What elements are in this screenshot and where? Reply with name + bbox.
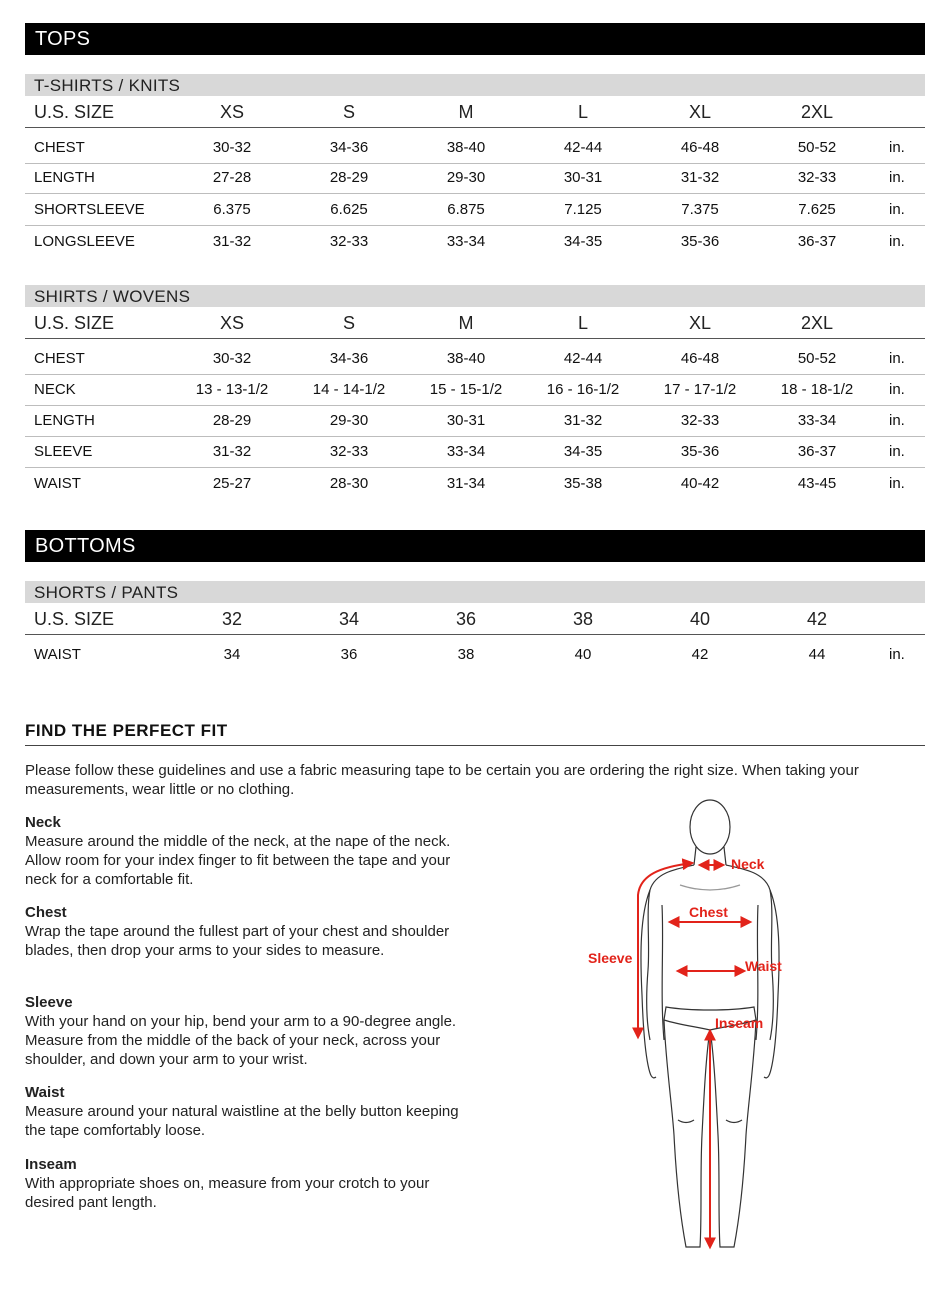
table-cell: 28-29 [212, 412, 252, 429]
measurement-labels [588, 856, 782, 1031]
size-col-xl: XL [688, 313, 712, 333]
table-cell: 35-38 [563, 475, 603, 492]
unit-label: in. [889, 233, 905, 250]
size-col-38: 38 [572, 609, 594, 629]
table-cell: 46-48 [680, 139, 720, 156]
tip-chest [25, 903, 465, 960]
unit-label: in. [889, 139, 905, 156]
size-col-42: 42 [806, 609, 828, 629]
body-measurement-figure [560, 795, 860, 1260]
row-label: WAIST [34, 646, 81, 663]
label-sleeve: Sleeve [588, 950, 633, 966]
table-row [25, 406, 925, 437]
tshirts-subheader [25, 74, 925, 96]
table-cell: 36-37 [797, 443, 837, 460]
left-torso [647, 865, 694, 1040]
row-label: LENGTH [34, 412, 95, 429]
tip-text: Wrap the tape around the fullest part of your chest and shoulder blades, then drop your arms to your sides to measure. [25, 923, 450, 959]
shorts-subheader [25, 581, 925, 603]
table-cell: 34-36 [329, 139, 369, 156]
table-cell: 6.625 [330, 201, 368, 218]
table-cell: 28-29 [329, 169, 369, 186]
table-cell: 33-34 [797, 412, 837, 429]
table-cell: 18 - 18-1/2 [780, 381, 854, 398]
shorts-title: SHORTS / PANTS [34, 583, 179, 602]
table-cell: 28-30 [329, 475, 369, 492]
table-cell: 34-36 [329, 350, 369, 367]
tip-sleeve [25, 993, 465, 1069]
table-row [25, 163, 925, 194]
table-cell: 44 [808, 646, 826, 663]
size-col-36: 36 [455, 609, 477, 629]
tip-text: With your hand on your hip, bend your arm to a 90-degree angle. Measure from the middle of the back of your neck, across your shoulder, and down your arm to your wrist. [25, 1013, 457, 1068]
table-row [25, 469, 925, 499]
unit-label: in. [889, 443, 905, 460]
table-cell: 32-33 [797, 169, 837, 186]
unit-label: in. [889, 201, 905, 218]
table-cell: 7.125 [564, 201, 602, 218]
row-label: LONGSLEEVE [34, 233, 135, 250]
size-col-2xl: 2XL [800, 313, 834, 333]
label-waist: Waist [745, 958, 782, 974]
row-label: WAIST [34, 475, 81, 492]
bottoms-title: BOTTOMS [35, 535, 136, 557]
table-cell: 15 - 15-1/2 [429, 381, 503, 398]
size-col-xs: XS [219, 102, 245, 122]
table-cell: 14 - 14-1/2 [312, 381, 386, 398]
shirts-header-row [25, 308, 925, 339]
table-cell: 27-28 [212, 169, 252, 186]
table-cell: 31-32 [680, 169, 720, 186]
table-cell: 16 - 16-1/2 [546, 381, 620, 398]
table-cell: 32-33 [680, 412, 720, 429]
table-cell: 29-30 [446, 169, 486, 186]
label-neck: Neck [731, 856, 765, 872]
fit-intro: Please follow these guidelines and use a fabric measuring tape to be certain you are ordering the right size. When taking your measurements, wear little or no clothing. [25, 762, 859, 798]
size-col-xs: XS [219, 313, 245, 333]
size-col-m: M [458, 102, 474, 122]
table-cell: 36-37 [797, 233, 837, 250]
table-cell: 40-42 [680, 475, 720, 492]
unit-label: in. [889, 412, 905, 429]
size-col-m: M [458, 313, 474, 333]
table-cell: 38-40 [446, 350, 486, 367]
table-cell: 31-34 [446, 475, 486, 492]
tip-inseam [25, 1155, 465, 1212]
size-header-label: U.S. SIZE [34, 609, 115, 629]
size-col-32: 32 [221, 609, 243, 629]
table-cell: 7.375 [681, 201, 719, 218]
tip-title: Neck [25, 814, 61, 831]
size-col-40: 40 [689, 609, 711, 629]
table-row [25, 227, 925, 257]
table-cell: 50-52 [797, 139, 837, 156]
row-label: SHORTSLEEVE [34, 201, 145, 218]
table-cell: 31-32 [212, 233, 252, 250]
size-col-34: 34 [338, 609, 360, 629]
tops-title: TOPS [35, 28, 91, 50]
unit-label: in. [889, 475, 905, 492]
row-label: LENGTH [34, 169, 95, 186]
unit-label: in. [889, 169, 905, 186]
table-cell: 34-35 [563, 443, 603, 460]
tip-title: Inseam [25, 1156, 77, 1173]
right-torso [726, 865, 773, 1040]
head-shape [690, 800, 730, 854]
table-row [25, 640, 925, 670]
size-col-s: S [342, 102, 356, 122]
tip-text: Measure around your natural waistline at the belly button keeping the tape comfortably loose. [25, 1103, 459, 1139]
table-cell: 17 - 17-1/2 [663, 381, 737, 398]
table-cell: 35-36 [680, 443, 720, 460]
tip-text: Measure around the middle of the neck, at the nape of the neck. Allow room for your index finger to fit between the tape and your neck for a comfortable fit. [25, 833, 451, 888]
row-label: NECK [34, 381, 76, 398]
table-cell: 42 [691, 646, 709, 663]
tip-title: Waist [25, 1084, 65, 1101]
tip-waist [25, 1083, 465, 1140]
row-label: CHEST [34, 350, 85, 367]
size-col-l: L [577, 102, 589, 122]
table-cell: 13 - 13-1/2 [195, 381, 269, 398]
table-cell: 30-31 [446, 412, 486, 429]
shirts-subheader [25, 285, 925, 307]
tops-section-header [25, 23, 925, 55]
label-inseam: Inseam [715, 1015, 764, 1031]
table-row [25, 437, 925, 468]
table-cell: 7.625 [798, 201, 836, 218]
table-cell: 30-31 [563, 169, 603, 186]
unit-label: in. [889, 381, 905, 398]
table-row [25, 195, 925, 226]
left-leg [664, 1020, 710, 1247]
unit-label: in. [889, 646, 905, 663]
table-cell: 38 [457, 646, 475, 663]
tip-title: Chest [25, 904, 67, 921]
row-label: SLEEVE [34, 443, 93, 460]
table-cell: 33-34 [446, 443, 486, 460]
table-cell: 36 [340, 646, 358, 663]
size-col-l: L [577, 313, 589, 333]
table-cell: 31-32 [563, 412, 603, 429]
size-col-s: S [342, 313, 356, 333]
table-row [25, 344, 925, 375]
table-cell: 35-36 [680, 233, 720, 250]
table-cell: 29-30 [329, 412, 369, 429]
table-cell: 32-33 [329, 443, 369, 460]
table-cell: 25-27 [212, 475, 252, 492]
bottoms-section-header [25, 530, 925, 562]
table-cell: 30-32 [212, 139, 252, 156]
table-cell: 32-33 [329, 233, 369, 250]
table-cell: 31-32 [212, 443, 252, 460]
collar-line [680, 885, 740, 890]
table-row [25, 133, 925, 164]
table-cell: 6.375 [213, 201, 251, 218]
table-cell: 43-45 [797, 475, 837, 492]
table-cell: 33-34 [446, 233, 486, 250]
unit-label: in. [889, 350, 905, 367]
size-header-label: U.S. SIZE [34, 313, 115, 333]
size-col-2xl: 2XL [800, 102, 834, 122]
tshirts-header-row [25, 97, 925, 128]
table-cell: 40 [574, 646, 592, 663]
size-header-label: U.S. SIZE [34, 102, 115, 122]
tshirts-title: T-SHIRTS / KNITS [34, 76, 181, 95]
row-label: CHEST [34, 139, 85, 156]
label-chest: Chest [689, 904, 728, 920]
table-cell: 50-52 [797, 350, 837, 367]
table-cell: 42-44 [563, 139, 603, 156]
tip-neck [25, 813, 465, 889]
table-cell: 30-32 [212, 350, 252, 367]
right-leg [710, 1020, 756, 1247]
table-cell: 6.875 [447, 201, 485, 218]
measurement-marks [638, 863, 750, 1247]
shorts-header-row [25, 604, 925, 635]
tip-text: With appropriate shoes on, measure from your crotch to your desired pant length. [25, 1175, 430, 1211]
shirts-title: SHIRTS / WOVENS [34, 287, 191, 306]
table-cell: 34-35 [563, 233, 603, 250]
table-cell: 34 [223, 646, 241, 663]
size-col-xl: XL [688, 102, 712, 122]
table-cell: 38-40 [446, 139, 486, 156]
table-cell: 42-44 [563, 350, 603, 367]
table-cell: 46-48 [680, 350, 720, 367]
tip-title: Sleeve [25, 994, 73, 1011]
table-row [25, 375, 925, 406]
fit-title: FIND THE PERFECT FIT [25, 720, 925, 746]
